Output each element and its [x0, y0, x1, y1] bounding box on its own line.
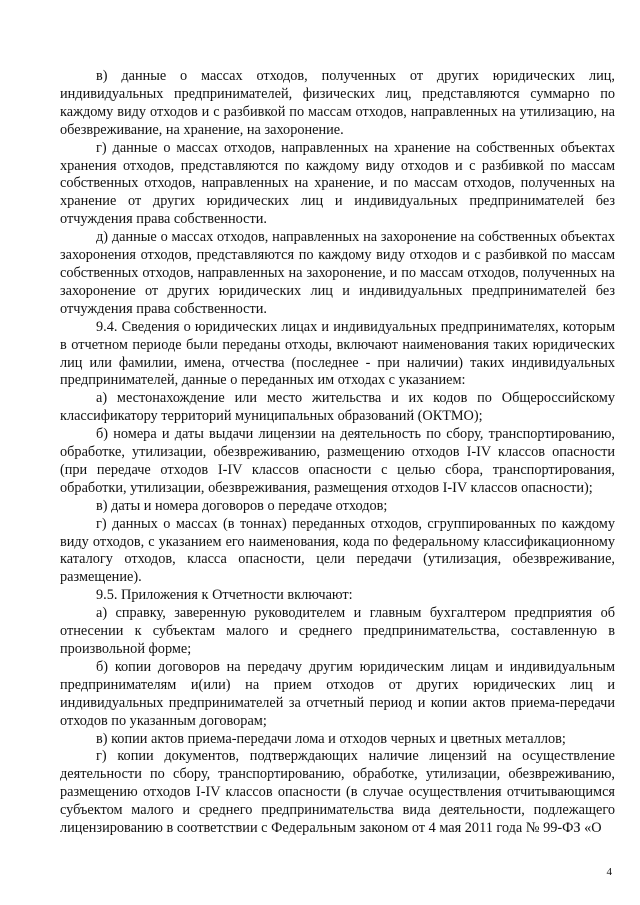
paragraph-item-g-mass-storage: г) данные о массах отходов, направленных на хранение на собственных объектах хранения отходов, представляются по каждому виду отходов и с разбивкой по массам собственных отходов, направленных на хранение, и по массам отходов, полученных на хранение от других юридических лиц и индивидуальных предпринимателей без отчуждения права собственности. [60, 139, 615, 228]
paragraph-item-a-certificate: а) справку, заверенную руководителем и главным бухгалтером предприятия об отнесении к субъектам малого и среднего предпринимательства, составленную в произвольной форме; [60, 605, 615, 657]
paragraph-item-v-mass-from-others: в) данные о массах отходов, полученных от других юридических лиц, индивидуальных предпринимателей, физических лиц, представляются суммарно по каждому виду отходов и с разбивкой по массам отходов, направленных на утилизацию, на обезвреживание, на хранение, на захоронение. [60, 68, 615, 138]
paragraph-item-b-contract-copies: б) копии договоров на передачу другим юридическим лицам и индивидуальным предпринимателям и(или) на прием отходов от других юридических лиц и индивидуальных предпринимателей за отчетный период и копии актов приема-передачи отходов по указанным договорам; [60, 658, 615, 729]
paragraph-item-v-scrap-acts: в) копии актов приема-передачи лома и отходов черных и цветных металлов; [96, 730, 566, 747]
paragraph-item-a-location: а) местонахождение или место жительства и их кодов по Общероссийскому классификатору территорий муниципальных образований (ОКТМО); [60, 390, 615, 425]
paragraph-section-9-4: 9.4. Сведения о юридических лицах и индивидуальных предпринимателях, которым в отчетном периоде были переданы отходы, включают наименования таких юридических лиц или фамилии, имена, отчества (последнее - при наличии) таких индивидуальных предпринимателей, данные о переданных им отходах с указанием: [60, 318, 615, 389]
paragraph-section-9-5: 9.5. Приложения к Отчетности включают: [96, 587, 353, 604]
paragraph-item-v-contracts: в) даты и номера договоров о передаче отходов; [96, 497, 388, 514]
paragraph-item-d-mass-burial: д) данные о массах отходов, направленных на захоронение на собственных объектах захоронения отходов, представляются по каждому виду отходов и с разбивкой по массам собственных отходов, направленных на захоронение, и по массам отходов, полученных на захоронение от других юридических лиц и индивидуальных предпринимателей без отчуждения права собственности. [60, 229, 615, 317]
paragraph-item-b-license: б) номера и даты выдачи лицензии на деятельность по сбору, транспортированию, обработке, утилизации, обезвреживанию, размещению отходов I-IV классов опасности (при передаче отходов I-IV классов опасности с целью сбора, транспортирования, обработки, утилизации, обезвреживания, размещения отходов I-IV классов опасности); [60, 426, 615, 496]
document-body [60, 68, 615, 838]
paragraph-item-g-license-copies: г) копии документов, подтверждающих наличие лицензий на осуществление деятельности по сбору, транспортированию, обработке, утилизации, обезвреживанию, размещению отходов I-IV классов опасности (в случае осуществления отчитывающимся субъектом малого и среднего предпринимательства вида деятельности, подлежащего лицензированию в соответствии с Федеральным законом от 4 мая 2011 года № 99-ФЗ «О [60, 748, 615, 837]
page-number: 4 [606, 866, 612, 878]
paragraph-item-g-transferred-mass: г) данных о массах (в тоннах) переданных отходов, сгруппированных по каждому виду отходов, с указанием его наименования, кода по федеральному классификационному каталогу отходов, класса опасности, цели передачи (утилизация, обезвреживание, размещение). [60, 515, 615, 586]
